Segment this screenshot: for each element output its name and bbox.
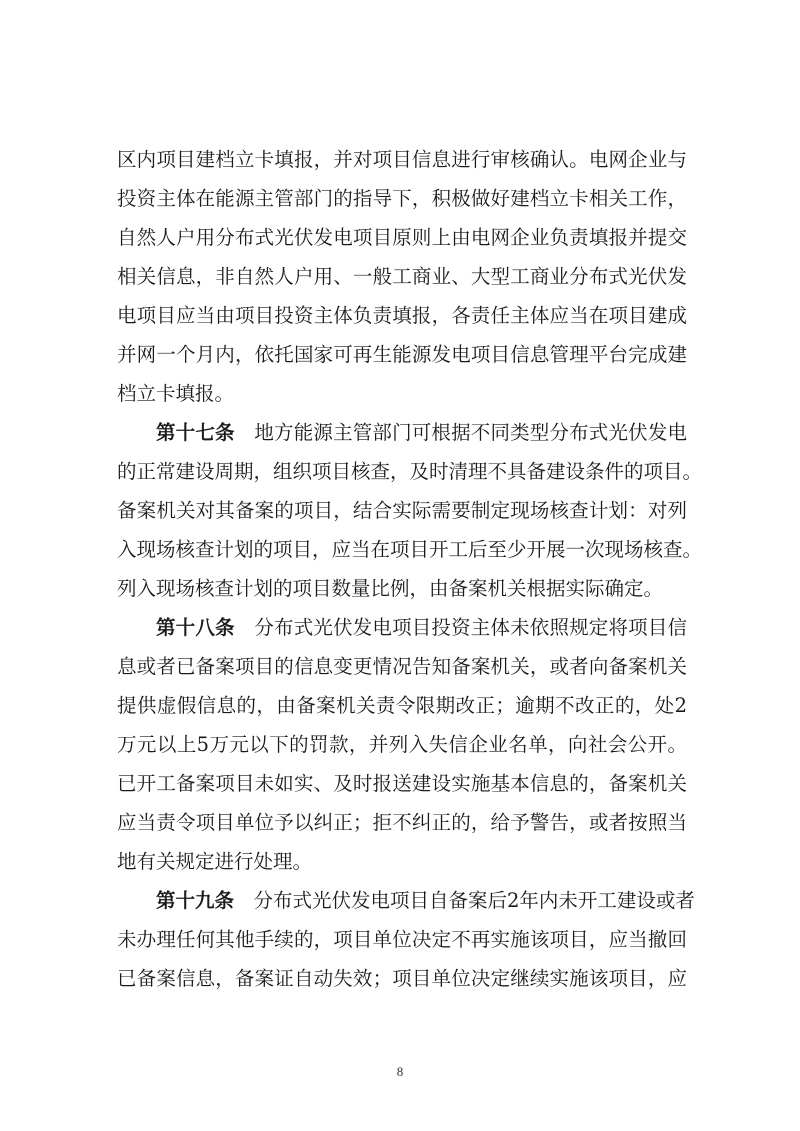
line-text: 入现场核查计划的项目，应当在项目开工后至少开展一次现场核查。 [117,538,703,561]
line-text: 分布式光伏发电项目投资主体未依照规定将项目信 [254,616,687,639]
text-line [117,608,687,647]
line-text: 投资主体在能源主管部门的指导下，积极做好建档立卡相关工作， [117,187,687,210]
text-line [117,686,687,725]
line-text: 地有关规定进行处理。 [117,850,313,873]
text-line [117,413,687,452]
text-line [117,374,687,413]
article-number: 第十八条 [156,616,235,639]
text-line [117,569,687,608]
text-line [117,257,687,296]
text-line [117,491,687,530]
text-line [117,959,687,998]
line-text: 备案机关对其备案的项目，结合实际需要制定现场核查计划：对列 [117,499,687,522]
line-text: 并网一个月内，依托国家可再生能源发电项目信息管理平台完成建 [117,343,687,366]
line-text: 相关信息，非自然人户用、一般工商业、大型工商业分布式光伏发 [117,265,687,288]
line-text: 已备案信息，备案证自动失效；项目单位决定继续实施该项目，应 [117,967,687,990]
line-text: 的正常建设周期，组织项目核查，及时清理不具备建设条件的项目。 [117,460,703,483]
text-line [117,764,687,803]
document-body [117,140,703,998]
text-line [117,530,703,569]
line-text: 万元以上5万元以下的罚款，并列入失信企业名单，向社会公开。 [117,733,687,756]
text-line [117,140,687,179]
text-line [117,803,687,842]
line-text: 列入现场核查计划的项目数量比例，由备案机关根据实际确定。 [117,577,664,600]
text-line [117,296,687,335]
line-text: 息或者已备案项目的信息变更情况告知备案机关，或者向备案机关 [117,655,687,678]
line-text: 分布式光伏发电项目自备案后2年内未开工建设或者 [253,889,695,912]
text-line [117,452,703,491]
line-text: 应当责令项目单位予以纠正；拒不纠正的，给予警告，或者按照当 [117,811,687,834]
line-text: 地方能源主管部门可根据不同类型分布式光伏发电 [254,421,687,444]
line-text: 已开工备案项目未如实、及时报送建设实施基本信息的，备案机关 [117,772,687,795]
line-text: 未办理任何其他手续的，项目单位决定不再实施该项目，应当撤回 [117,928,687,951]
text-line [117,218,687,257]
article-number: 第十七条 [156,421,235,444]
text-line [117,881,695,920]
line-text: 档立卡填报。 [117,382,235,405]
line-text: 提供虚假信息的，由备案机关责令限期改正；逾期不改正的，处2 [117,694,687,717]
text-line [117,647,687,686]
text-line [117,335,687,374]
article-number: 第十九条 [156,889,235,912]
text-line [117,179,687,218]
line-text: 区内项目建档立卡填报，并对项目信息进行审核确认。电网企业与 [117,148,687,171]
line-text: 电项目应当由项目投资主体负责填报，各责任主体应当在项目建成 [117,304,687,327]
text-line [117,725,687,764]
text-line [117,920,687,959]
page-number: 8 [396,1064,404,1079]
text-line [117,842,687,881]
line-text: 自然人户用分布式光伏发电项目原则上由电网企业负责填报并提交 [117,226,687,249]
